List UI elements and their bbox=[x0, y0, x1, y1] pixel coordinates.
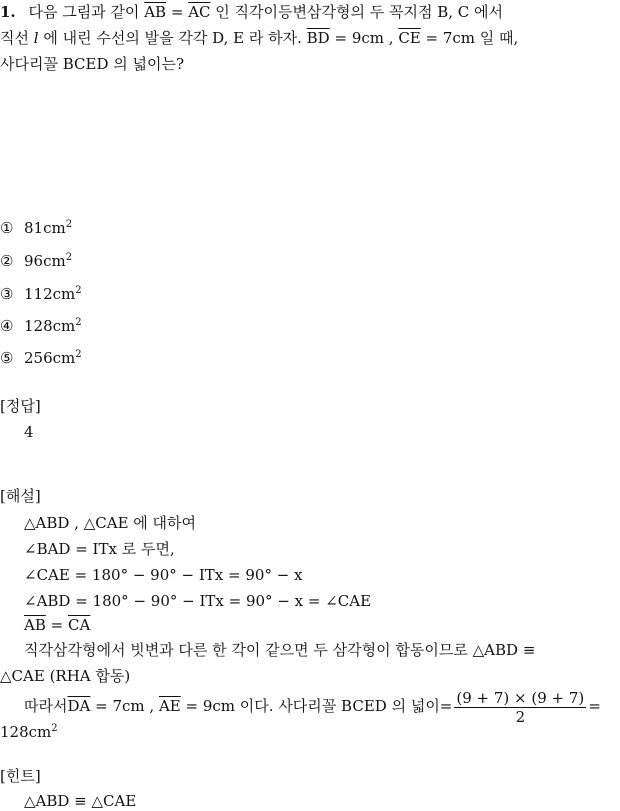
equals-sign: = bbox=[588, 697, 601, 715]
equals-sign: = bbox=[50, 616, 64, 634]
area-fraction bbox=[454, 689, 586, 726]
choice-value: 256cm bbox=[24, 349, 76, 367]
segment-ac: $\overline{AC}$ bbox=[188, 3, 211, 21]
segment-ae: $\overline{AE}$ bbox=[158, 697, 181, 715]
choice-exponent: 2 bbox=[75, 349, 82, 360]
segment-ce: $\overline{CE}$ bbox=[398, 29, 421, 47]
explanation-line: ∠CAE = 180° − 90° − ITx = 90° − x bbox=[24, 566, 303, 584]
equals-sign: = bbox=[170, 3, 184, 21]
ce-value: = 7cm 일 때, bbox=[425, 29, 519, 47]
bd-value: = 9cm , bbox=[334, 29, 394, 47]
question-text: 직선 bbox=[0, 29, 29, 47]
choice-4[interactable] bbox=[0, 316, 82, 336]
question-text: 에 내린 수선의 발을 각각 D, E 라 하자. bbox=[43, 29, 302, 47]
choice-exponent: 2 bbox=[75, 285, 82, 296]
explanation-line bbox=[0, 722, 58, 742]
explanation-line bbox=[24, 686, 601, 726]
choice-mark: ③ bbox=[0, 285, 14, 303]
fraction-denominator: 2 bbox=[515, 707, 526, 726]
explanation-line bbox=[24, 615, 90, 635]
hint-line: △ABD ≡ △CAE bbox=[24, 792, 137, 810]
explanation-line: △ABD , △CAE 에 대하여 bbox=[24, 514, 197, 532]
ae-value: = 9cm 이다. 사다리꼴 BCED 의 넓이= bbox=[185, 697, 453, 715]
question-text: 사다리꼴 BCED 의 넓이는? bbox=[0, 55, 185, 73]
choice-mark: ④ bbox=[0, 317, 14, 335]
choice-value: 128cm bbox=[24, 317, 76, 335]
choice-1[interactable] bbox=[0, 218, 72, 238]
choice-mark: ① bbox=[0, 219, 14, 237]
choice-value: 96cm bbox=[24, 252, 66, 270]
explanation-text: 따라서 bbox=[24, 697, 68, 715]
choice-2[interactable] bbox=[0, 251, 72, 271]
choice-value: 112cm bbox=[24, 285, 76, 303]
question-line-3 bbox=[0, 54, 184, 74]
hint-heading: [힌트] bbox=[0, 767, 41, 785]
answer-value: 4 bbox=[24, 423, 34, 441]
segment-ca: $\overline{CA}$ bbox=[68, 616, 91, 634]
choice-3[interactable] bbox=[0, 284, 82, 304]
answer-heading: [정답] bbox=[0, 397, 41, 415]
question-text: 다음 그림과 같이 bbox=[28, 3, 140, 21]
question-number: 1. bbox=[0, 3, 16, 21]
choice-exponent: 2 bbox=[75, 317, 82, 328]
explanation-heading: [해설] bbox=[0, 487, 41, 505]
question-text: 인 직각이등변삼각형의 두 꼭지점 B, C 에서 bbox=[215, 3, 504, 21]
explanation-line: ∠BAD = ITx 로 두면, bbox=[24, 540, 175, 558]
segment-bd: $\overline{BD}$ bbox=[306, 29, 330, 47]
explanation-line: 직각삼각형에서 빗변과 다른 한 각이 같으면 두 삼각형이 합동이므로 △ABD ≡ bbox=[24, 641, 536, 659]
segment-da: $\overline{DA}$ bbox=[67, 697, 91, 715]
choice-mark: ⑤ bbox=[0, 349, 14, 367]
question-line-2 bbox=[0, 28, 518, 48]
choice-5[interactable] bbox=[0, 348, 82, 368]
choice-value: 81cm bbox=[24, 219, 66, 237]
area-exponent: 2 bbox=[51, 723, 58, 734]
segment-ab: $\overline{AB}$ bbox=[144, 3, 167, 21]
explanation-line: ∠ABD = 180° − 90° − ITx = 90° − x = ∠CAE bbox=[24, 592, 372, 610]
explanation-line: △CAE (RHA 합동) bbox=[0, 667, 131, 685]
choice-exponent: 2 bbox=[65, 252, 73, 263]
segment-ab: $\overline{AB}$ bbox=[24, 616, 46, 634]
choice-exponent: 2 bbox=[65, 219, 73, 230]
fraction-numerator: (9 + 7) × (9 + 7) bbox=[456, 688, 585, 707]
choice-mark: ② bbox=[0, 252, 14, 270]
area-result: 128cm bbox=[0, 723, 52, 741]
da-value: = 7cm , bbox=[95, 697, 155, 715]
question-line-1 bbox=[0, 2, 503, 22]
line-variable: l bbox=[33, 29, 39, 47]
